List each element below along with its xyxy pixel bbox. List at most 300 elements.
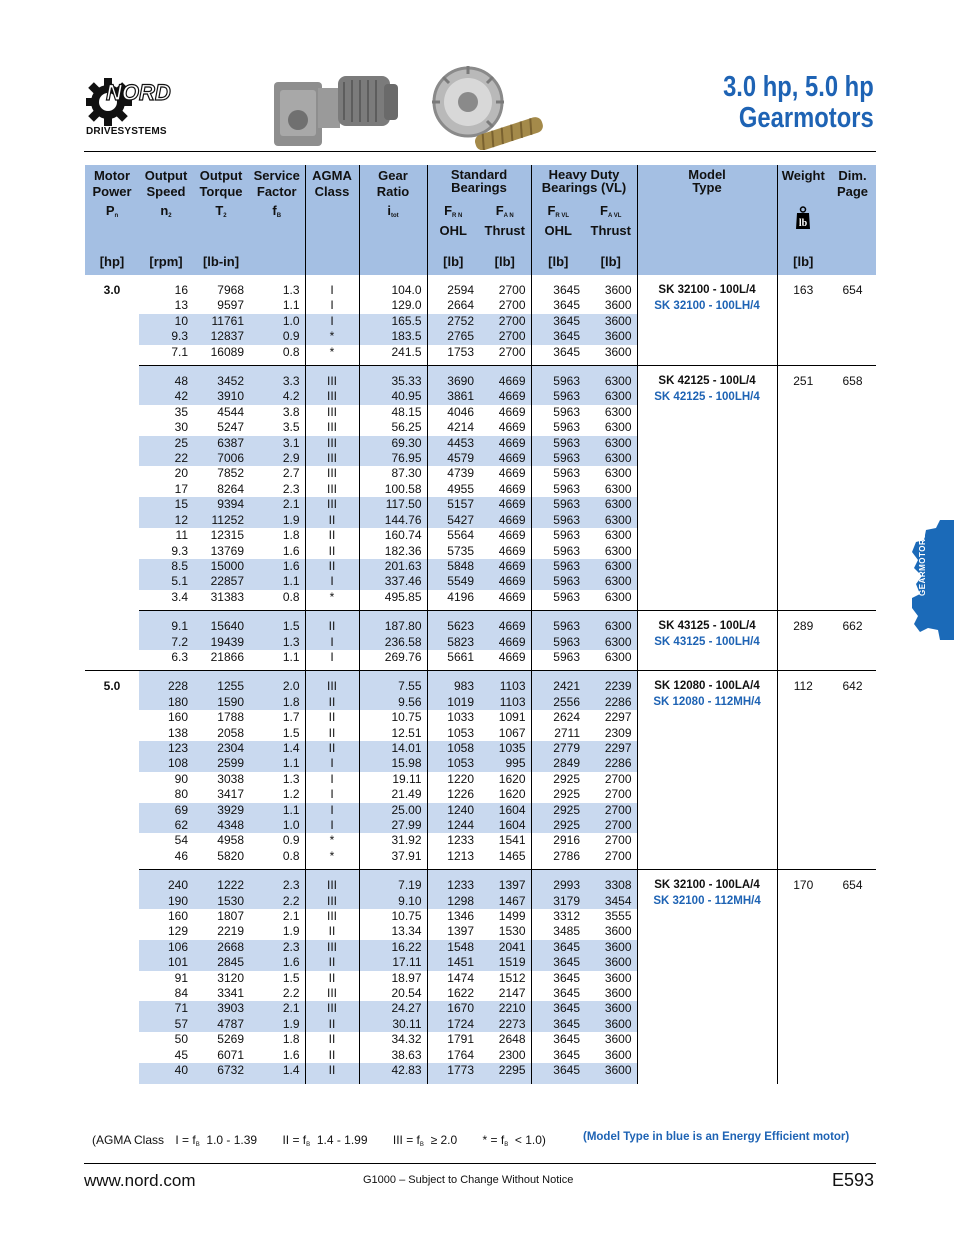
cell-frn: 5848 [427,559,479,574]
cell-fan: 1604 [479,818,531,833]
cell-sf: 1.3 [249,772,305,787]
cell-ratio: 18.97 [359,971,427,986]
cell-favl: 6300 [585,559,637,574]
cell-ratio: 15.98 [359,756,427,771]
cell-speed: 10 [139,314,193,329]
cell-frn: 1764 [447,1047,474,1062]
sym-favl: $F_{A VL}$ [585,200,637,223]
cell-favl: 3308 [585,870,637,894]
cell-favl: 2297 [585,710,637,725]
cell-favl: 3600 [585,329,637,344]
cell-frvl: 3645 [531,940,585,955]
cell-ratio: 37.91 [359,849,427,870]
cell-frvl: 2925 [531,803,585,818]
cell-frvl: 3645 [531,1063,585,1083]
cell-ratio: 7.55 [359,671,427,695]
cell-frn: 4196 [447,589,474,604]
cell-torque: 6071 [217,1047,244,1062]
cell-sf: 0.9 [249,833,305,848]
cell-speed: 91 [174,970,188,985]
cell-frn: 1346 [447,909,474,924]
cell-agma: * [305,590,359,611]
website-link[interactable]: www.nord.com [84,1171,196,1190]
cell-ratio: 12.51 [359,726,427,741]
cell-frvl: 3645 [531,314,585,329]
cell-sf: 3.3 [249,366,305,390]
cell-speed: 5.1 [139,574,193,589]
cell-ratio: 117.50 [359,497,427,512]
unit-favl: [lb] [585,239,637,275]
cell-ratio: 87.30 [359,466,427,481]
cell-fan: 1620 [479,772,531,787]
gearmotor-photo [272,70,402,150]
cell-frvl: 3645 [553,298,580,313]
cell-agma: III [305,405,359,420]
cell-frvl: 3645 [531,329,585,344]
cell-torque: 2058 [217,725,244,740]
cell-frvl: 5963 [531,451,585,466]
cell-frvl: 5963 [553,420,580,435]
cell-ratio: 183.5 [359,329,427,344]
cell-agma: III [305,436,359,451]
cell-frvl: 5963 [531,574,585,589]
cell-favl: 6300 [585,497,637,512]
cell-agma: III [305,940,359,955]
cell-sf: 2.3 [249,870,305,894]
sym-t2: $T_2$ [193,200,249,223]
cell-fan: 4669 [479,436,531,451]
model-type-cell [637,275,777,366]
cell-speed: 42 [139,389,193,404]
cell-frvl: 3179 [531,894,585,909]
cell-fan: 2700 [479,314,531,329]
cell-frvl: 3645 [531,955,585,970]
cell-ratio: 24.27 [359,1001,427,1016]
cell-agma: I [305,818,359,833]
cell-ratio: 35.33 [359,366,427,390]
cell-sf: 2.9 [249,451,305,466]
cell-agma: * [305,329,359,344]
cell-speed: 101 [139,955,193,970]
cell-agma: II [305,513,359,528]
cell-favl: 6300 [585,650,637,671]
footer-notice: G1000 – Subject to Change Without Notice [363,1174,574,1186]
cell-frn: 1033 [447,710,474,725]
cell-fan: 1519 [479,955,531,970]
weight-cell: 112 [777,671,829,870]
cell-torque: 1807 [217,909,244,924]
cell-fan: 4669 [479,559,531,574]
cell-speed: 11 [175,528,188,543]
table-row [85,275,876,298]
sym-fan: $F_{A N}$ [479,200,531,223]
cell-ratio: 40.95 [359,389,427,404]
page-number: E593 [831,1170,874,1190]
cell-sf: 2.1 [249,909,305,924]
cell-agma: I [305,574,359,589]
cell-frn: 1213 [447,848,474,863]
cell-frvl: 5963 [553,528,580,543]
cell-favl: 3600 [585,986,637,1001]
cell-fan: 1035 [479,741,531,756]
cell-torque: 5269 [217,1032,244,1047]
cell-agma: II [305,695,359,710]
cell-frvl: 2925 [553,787,580,802]
cell-ratio: 495.85 [359,590,427,611]
cell-speed: 228 [139,671,193,695]
cell-favl: 2309 [585,726,637,741]
cell-torque: 9597 [217,298,244,313]
unit-rpm: [rpm] [139,239,193,275]
cell-agma: II [305,528,359,543]
cell-speed: 108 [139,756,193,771]
cell-frn: 5661 [447,649,474,664]
cell-favl: 3555 [585,909,637,924]
cell-agma: III [305,366,359,390]
cell-sf: 1.6 [249,955,305,970]
cell-ratio: 25.00 [359,803,427,818]
cell-sf: 1.4 [249,1063,305,1083]
cell-ratio: 9.56 [359,695,427,710]
cell-favl: 2286 [585,695,637,710]
cell-speed: 9.1 [139,611,193,635]
cell-frn: 4739 [447,466,474,481]
cell-ratio: 14.01 [359,741,427,756]
cell-torque: 8264 [217,481,244,496]
cell-frvl: 2624 [553,710,580,725]
cell-frvl: 3645 [553,970,580,985]
model-type-cell [637,671,777,870]
cell-speed: 12 [139,513,193,528]
cell-fan: 2700 [479,275,531,298]
cell-fan: 4669 [479,389,531,404]
cell-speed: 106 [139,940,193,955]
cell-frn: 1233 [427,870,479,894]
cell-torque: 1530 [193,894,249,909]
cell-sf: 1.6 [249,559,305,574]
sym-fb: $f_B$ [249,200,305,223]
cell-favl: 6300 [585,436,637,451]
cell-agma: * [305,833,359,848]
cell-agma: II [305,710,359,725]
cell-ratio: 69.30 [359,436,427,451]
cell-ratio: 16.22 [359,940,427,955]
cell-frvl: 3645 [531,1017,585,1032]
cell-speed: 6.3 [171,649,188,664]
model-type-energy-efficient: SK 43125 - 100LH/4 [654,635,760,648]
cell-speed: 160 [167,710,188,725]
hdr-output-speed: Output Speed [139,165,193,200]
cell-torque: 13769 [210,543,244,558]
cell-ratio: 241.5 [359,345,427,366]
cell-agma: III [305,420,359,435]
cell-speed: 8.5 [139,559,193,574]
cell-frn: 4955 [447,481,474,496]
cell-torque: 3417 [217,787,244,802]
cell-sf: 1.7 [249,710,305,725]
cell-sf: 2.7 [249,466,305,481]
lb-weight-icon [795,206,811,230]
hdr-heavy-duty-bearings: Heavy Duty Bearings (VL) [531,165,637,200]
cell-frvl: 5963 [531,389,585,404]
cell-fan: 4669 [479,635,531,650]
cell-favl: 3600 [585,924,637,939]
cell-agma: II [305,1017,359,1032]
table-body [85,275,876,1084]
cell-frvl: 3312 [553,909,580,924]
cell-favl: 6300 [585,366,637,390]
cell-frn: 5564 [447,528,474,543]
label-frvl: OHL [531,223,585,239]
cell-sf: 1.9 [249,513,305,528]
model-type-energy-efficient: SK 42125 - 100LH/4 [654,390,760,403]
cell-sf: 2.2 [249,986,305,1001]
cell-frvl: 3645 [553,1047,580,1062]
cell-favl: 3600 [585,1017,637,1032]
cell-speed: 9.3 [139,329,193,344]
cell-frn: 1724 [427,1017,479,1032]
cell-frvl: 5963 [531,611,585,635]
cell-frn: 2664 [447,298,474,313]
cell-fan: 4669 [479,611,531,635]
cell-sf: 1.9 [249,924,305,939]
cell-frn: 1244 [427,818,479,833]
cell-fan: 1541 [479,833,531,848]
cell-frn: 1019 [427,695,479,710]
cell-fan: 4669 [479,528,531,543]
cell-frn: 5735 [447,543,474,558]
cell-agma: I [305,298,359,313]
weight-cell: 289 [777,611,829,671]
cell-favl: 6300 [585,405,637,420]
cell-favl: 3600 [585,1001,637,1016]
cell-torque: 1788 [217,710,244,725]
gearmotor-table [85,165,876,1084]
cell-speed: 180 [139,695,193,710]
dim-page-cell: 658 [829,366,876,611]
cell-torque: 4787 [193,1017,249,1032]
cell-ratio: 31.92 [359,833,427,848]
cell-torque: 9394 [193,497,249,512]
cell-frn: 1240 [427,803,479,818]
unit-hp: [hp] [85,239,139,275]
cell-torque: 19439 [193,635,249,650]
cell-torque: 11761 [193,314,249,329]
cell-frvl: 5963 [553,466,580,481]
cell-ratio: 10.75 [359,909,427,924]
cell-speed: 35 [174,404,188,419]
cell-sf: 2.1 [249,497,305,512]
cell-frn: 3690 [427,366,479,390]
cell-torque: 1255 [193,671,249,695]
cell-torque: 5820 [217,848,244,863]
cell-agma: III [305,671,359,695]
cell-frn: 1397 [447,924,474,939]
cell-speed: 129 [167,924,188,939]
cell-sf: 1.0 [249,818,305,833]
cell-favl: 6300 [585,590,637,611]
cell-frn: 4214 [447,420,474,435]
hdr-standard-bearings: Standard Bearings [427,165,531,200]
cell-ratio: 34.32 [359,1032,427,1047]
label-fan: Thrust [479,223,531,239]
cell-favl: 3600 [585,345,637,366]
cell-torque: 12315 [210,528,244,543]
unit-fan: [lb] [479,239,531,275]
cell-speed: 7.2 [139,635,193,650]
cell-torque: 1222 [193,870,249,894]
cell-fan: 4669 [479,590,531,611]
cell-fan: 1103 [479,695,531,710]
cell-favl: 2700 [585,818,637,833]
cell-frvl: 2786 [553,848,580,863]
cell-agma: III [305,497,359,512]
cell-frvl: 5963 [553,481,580,496]
cell-speed: 71 [139,1001,193,1016]
sym-itot: $i_{tot}$ [359,200,427,223]
cell-frvl: 5963 [531,366,585,390]
model-type-energy-efficient: SK 32100 - 112MH/4 [653,894,761,907]
cell-agma: II [305,611,359,635]
cell-frn: 5157 [427,497,479,512]
cell-frvl: 3645 [553,1032,580,1047]
cell-speed: 190 [139,894,193,909]
agma-legend: (AGMA Class $I = f_B$ 1.0 - 1.39 II = $f_B$ 1.4 - 1.99 III = $f_B \ge 2.0$ * = $f_B < 1.0$) [92,1133,546,1148]
cell-frn: 3861 [427,389,479,404]
label-frn: OHL [427,223,479,239]
cell-sf: 1.5 [249,726,305,741]
cell-speed: 13 [174,298,188,313]
model-type: SK 42125 - 100L/4 [658,375,756,388]
cell-frn: 2765 [427,329,479,344]
cell-frn: 1753 [447,344,474,359]
motor-power-cell: 3.0 [103,283,121,297]
cell-favl: 3454 [585,894,637,909]
cell-frn: 1670 [427,1001,479,1016]
cell-fan: 1465 [479,849,531,870]
cell-favl: 2700 [585,787,637,802]
cell-ratio: 19.11 [359,772,427,787]
title-line-1: 3.0 hp, 5.0 hp [723,71,874,103]
cell-frn: 2752 [427,314,479,329]
cell-torque: 16089 [210,344,244,359]
cell-speed: 48 [139,366,193,390]
cell-fan: 4669 [479,513,531,528]
cell-speed: 25 [139,436,193,451]
cell-agma: II [305,924,359,939]
cell-torque: 7006 [193,451,249,466]
cell-speed: 20 [174,466,188,481]
cell-frvl: 3645 [553,986,580,1001]
cell-sf: 1.5 [249,611,305,635]
cell-fan: 995 [479,756,531,771]
cell-speed: 50 [174,1032,188,1047]
cell-speed: 3.4 [171,589,188,604]
cell-torque: 2845 [193,955,249,970]
cell-fan: 2700 [479,329,531,344]
cell-agma: III [305,894,359,909]
cell-sf: 1.6 [249,1048,305,1063]
model-type-cell [637,611,777,671]
cell-favl: 6300 [585,466,637,481]
cell-fan: 1397 [479,870,531,894]
cell-ratio: 56.25 [359,420,427,435]
unit-frn: [lb] [427,239,479,275]
cell-ratio: 10.75 [359,710,427,725]
cell-ratio: 30.11 [359,1017,427,1032]
cell-torque: 2599 [193,756,249,771]
cell-frn: 1548 [427,940,479,955]
cell-sf: 1.3 [249,275,305,298]
dim-page-cell: 654 [842,283,863,297]
page-title [723,72,874,134]
cell-torque: 12837 [193,329,249,344]
cell-speed: 9.3 [171,543,188,558]
cell-ratio: 104.0 [359,275,427,298]
cell-agma: I [305,756,359,771]
svg-text:lb: lb [799,218,808,229]
cell-favl: 3600 [585,298,637,313]
cell-frn: 1226 [447,787,474,802]
cell-agma: II [305,971,359,986]
dim-page-cell: 642 [829,671,876,870]
cell-torque: 7852 [217,466,244,481]
cell-fan: 4669 [479,482,531,497]
cell-ratio: 42.83 [359,1063,427,1083]
cell-frn: 1791 [447,1032,474,1047]
cell-ratio: 187.80 [359,611,427,635]
unit-lbin: [lb-in] [193,239,249,275]
cell-frn: 5623 [427,611,479,635]
cell-sf: 2.0 [249,671,305,695]
cell-ratio: 27.99 [359,818,427,833]
weight-cell: 170 [777,870,829,1084]
model-type-energy-efficient: SK 12080 - 112MH/4 [653,695,761,708]
cell-agma: I [305,772,359,787]
model-type-cell [637,870,777,1084]
cell-sf: 1.8 [249,1032,305,1047]
worm-gear-photo [418,64,548,150]
cell-sf: 1.1 [249,803,305,818]
weight-cell: 163 [793,283,814,297]
cell-speed: 17 [174,481,188,496]
cell-sf: 3.8 [249,405,305,420]
cell-sf: 1.8 [249,528,305,543]
cell-favl: 6300 [585,528,637,543]
cell-ratio: 269.76 [359,650,427,671]
cell-sf: 1.1 [249,650,305,671]
cell-torque: 6732 [193,1063,249,1083]
cell-frvl: 3645 [553,344,580,359]
cell-frn: 1451 [427,955,479,970]
cell-torque: 15640 [193,611,249,635]
cell-frn: 1298 [427,894,479,909]
table-row [85,671,876,695]
cell-frvl: 5963 [531,513,585,528]
cell-sf: 0.8 [249,590,305,611]
gear-tab-icon [910,520,954,640]
cell-frn: 1233 [447,833,474,848]
cell-agma: I [305,650,359,671]
cell-torque: 22857 [193,574,249,589]
cell-favl: 2297 [585,741,637,756]
cell-frvl: 5963 [553,543,580,558]
cell-favl: 2286 [585,756,637,771]
cell-speed: 80 [174,787,188,802]
cell-torque: 2668 [193,940,249,955]
cell-fan: 1530 [479,924,531,939]
cell-sf: 3.5 [249,420,305,435]
